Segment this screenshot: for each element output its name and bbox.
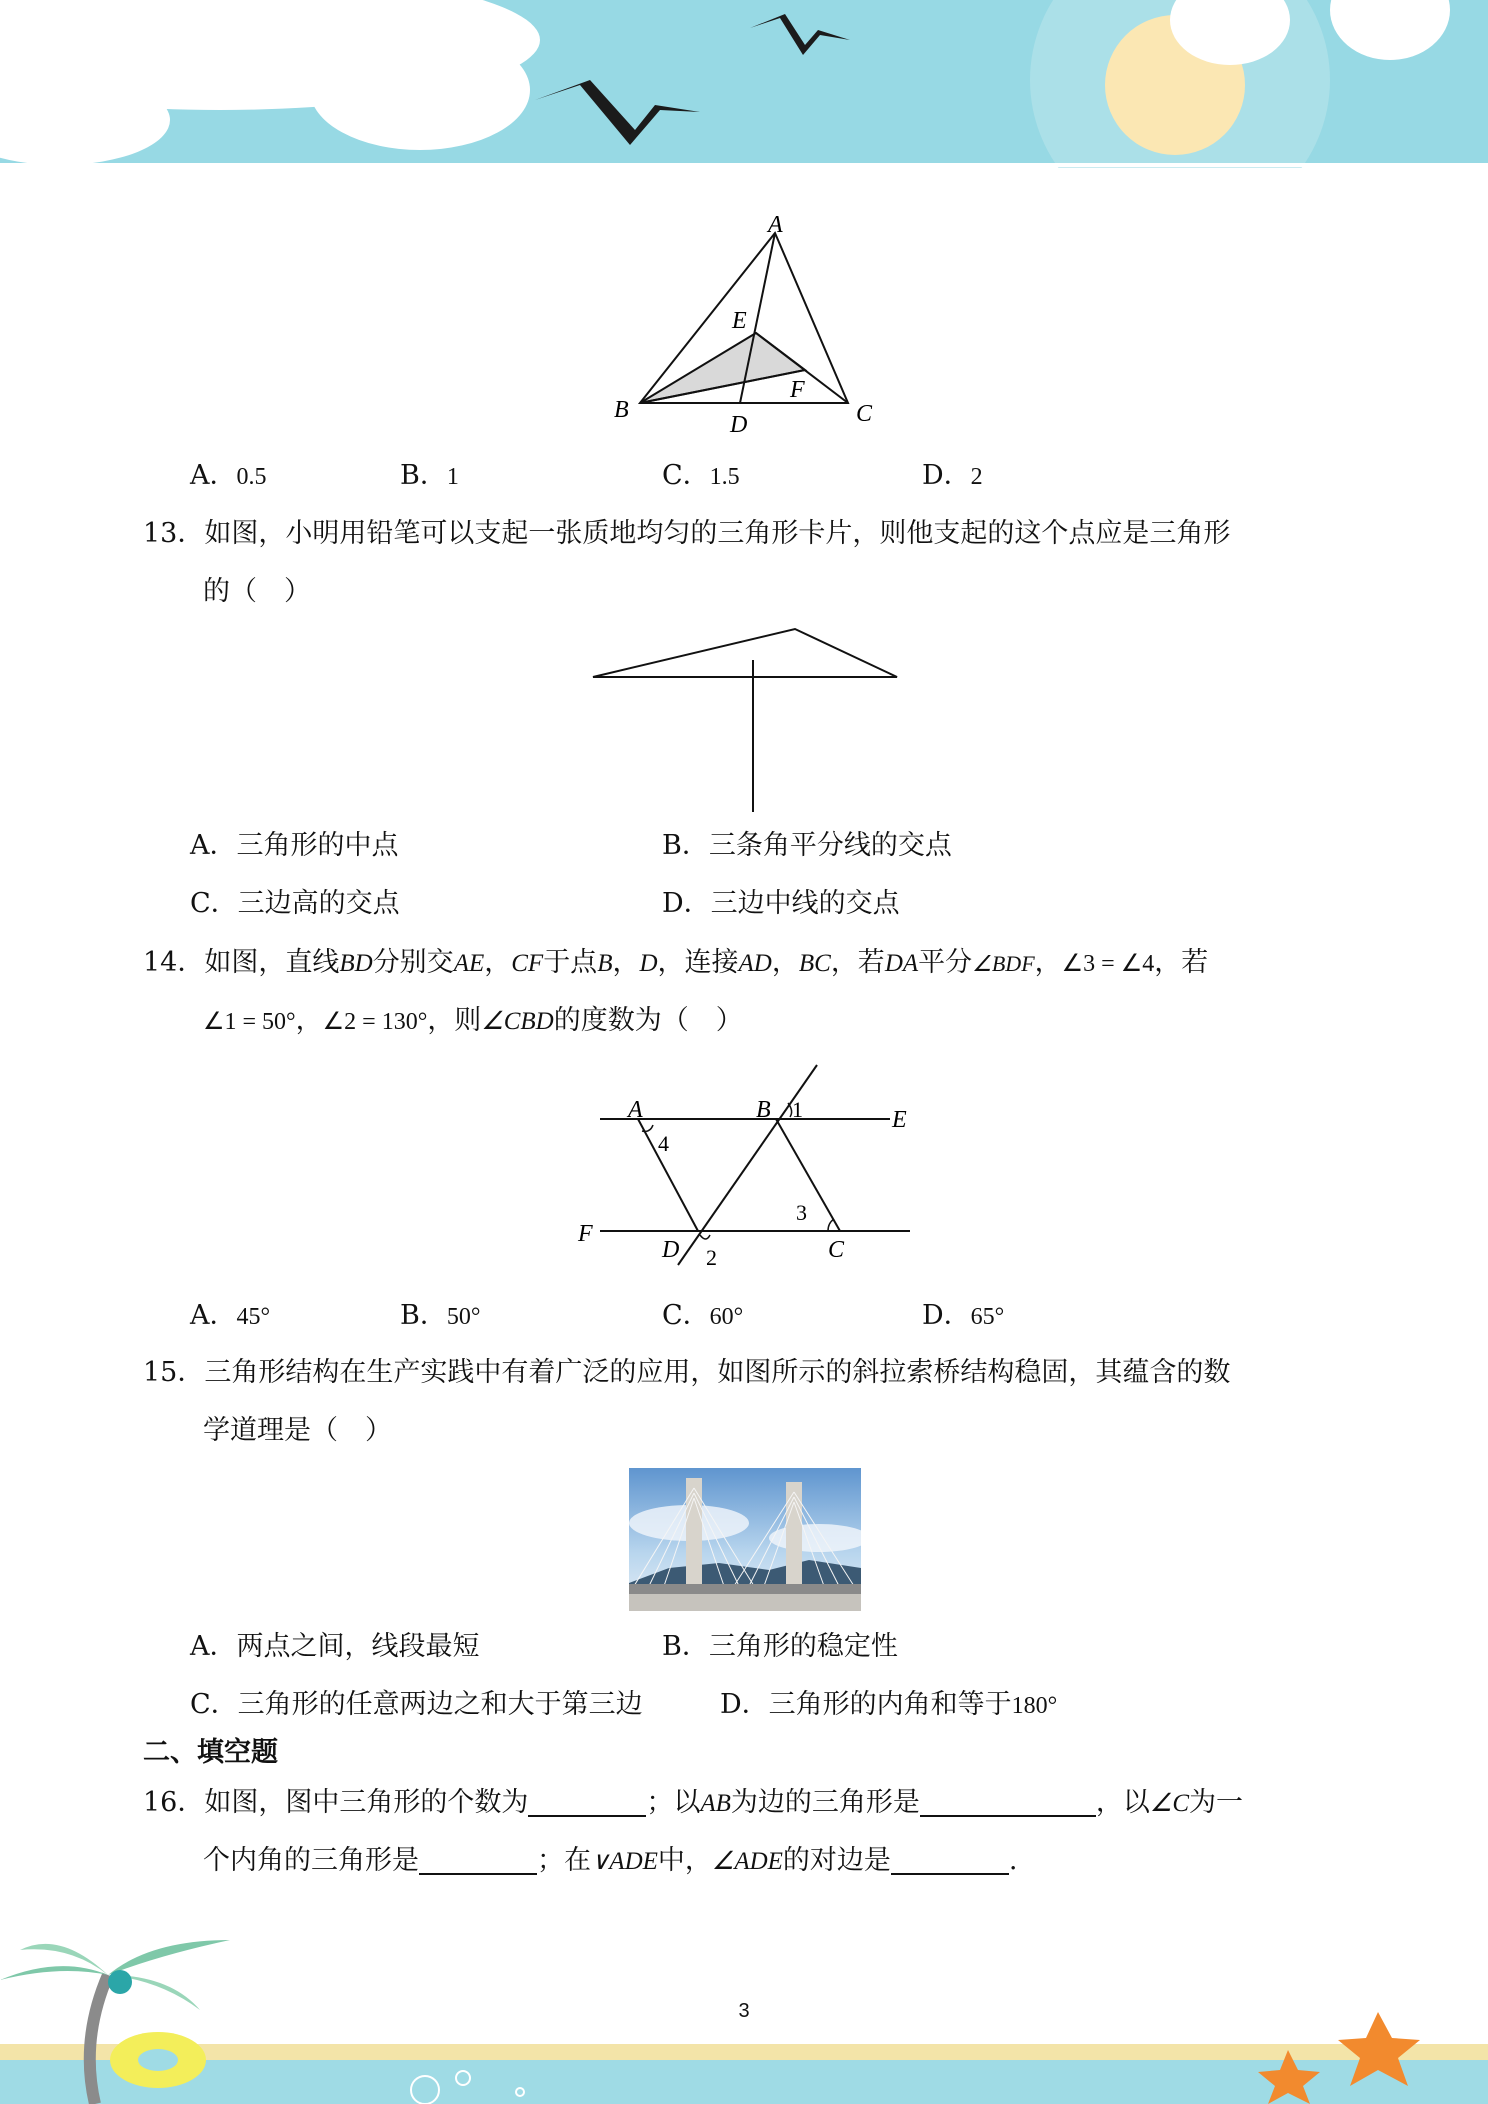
- q13-option-a[interactable]: [190, 826, 399, 866]
- q14-stem-line2: [203, 1001, 743, 1042]
- option-letter: C．: [662, 1300, 710, 1331]
- option-text: 三角形的稳定性: [708, 1631, 898, 1662]
- q12-option-a[interactable]: [190, 456, 267, 497]
- q14-option-d[interactable]: [922, 1296, 1004, 1337]
- question-text: 如图，小明用铅笔可以支起一张质地均匀的三角形卡片，则他支起的这个点应是三角形: [204, 518, 1231, 549]
- answer-blank[interactable]: [920, 1785, 1096, 1817]
- text: ，: [484, 947, 512, 978]
- q14-option-b[interactable]: [400, 1296, 480, 1337]
- q12-option-b[interactable]: [400, 456, 459, 497]
- option-letter: B．: [662, 830, 709, 861]
- label-E: E: [732, 308, 747, 334]
- math: CF: [511, 950, 544, 977]
- q15-option-b[interactable]: [662, 1627, 898, 1667]
- option-letter: D．: [662, 888, 711, 919]
- q12-option-c[interactable]: [662, 456, 740, 497]
- option-letter: C．: [190, 888, 238, 919]
- text: 的对边是: [782, 1845, 891, 1876]
- text: ，若: [1154, 947, 1209, 978]
- question-number: 16．: [143, 1787, 205, 1818]
- math: D: [639, 950, 658, 977]
- text: ，以: [1095, 1787, 1150, 1818]
- text: 中，: [657, 1845, 712, 1876]
- option-letter: A．: [190, 460, 237, 491]
- label-F: F: [578, 1221, 593, 1247]
- option-text: 两点之间，线段最短: [236, 1631, 480, 1662]
- option-text: 三角形的内角和等于: [768, 1689, 1012, 1720]
- text: ；以: [646, 1787, 701, 1818]
- label-C: C: [828, 1237, 845, 1263]
- label-B: B: [756, 1097, 771, 1123]
- q13-figure: [585, 620, 905, 820]
- option-letter: B．: [662, 1631, 709, 1662]
- math: BD: [339, 950, 373, 977]
- math: AB: [700, 1790, 731, 1817]
- text: ，: [295, 1005, 323, 1036]
- q13-option-d[interactable]: [662, 884, 900, 924]
- question-number: 13．: [143, 518, 205, 549]
- math: ∠C: [1149, 1790, 1189, 1817]
- math: DA: [884, 950, 919, 977]
- math: B: [597, 950, 613, 977]
- math: ∨ADE: [591, 1848, 658, 1875]
- label-C: C: [856, 401, 873, 427]
- q14-option-c[interactable]: [662, 1296, 743, 1337]
- q14-figure: [570, 1055, 920, 1275]
- q13-stem-line2: 的（ ）: [203, 576, 311, 607]
- answer-blank[interactable]: [528, 1785, 646, 1817]
- text: 如图，图中三角形的个数为: [204, 1787, 529, 1818]
- label-1: 1: [792, 1097, 803, 1122]
- text: 平分: [918, 947, 973, 978]
- option-letter: A．: [190, 830, 237, 861]
- text: 个内角的三角形是: [203, 1845, 419, 1876]
- option-text: 1: [446, 464, 459, 490]
- math: ∠3 = ∠4: [1061, 951, 1155, 977]
- text: 的度数为（ ）: [553, 1005, 743, 1036]
- text: 于点: [543, 947, 598, 978]
- option-text: 60°: [709, 1304, 744, 1330]
- option-text: 三角形的任意两边之和大于第三边: [237, 1689, 643, 1720]
- option-text: 三条角平分线的交点: [708, 830, 952, 861]
- q16-stem-line1: [143, 1783, 1243, 1824]
- q13-option-b[interactable]: [662, 826, 952, 866]
- option-letter: C．: [662, 460, 710, 491]
- option-text: 1.5: [709, 464, 740, 490]
- q12-figure: [600, 215, 900, 445]
- question-text: 三角形结构在生产实践中有着广泛的应用，如图所示的斜拉索桥结构稳固，其蕴含的数: [204, 1357, 1231, 1388]
- option-letter: A．: [190, 1300, 237, 1331]
- q15-stem-line2: 学道理是（ ）: [203, 1415, 392, 1446]
- option-text: 45°: [236, 1304, 271, 1330]
- option-text: 2: [970, 464, 983, 490]
- text: .: [1008, 1845, 1018, 1876]
- math: AD: [738, 950, 772, 977]
- label-B: B: [614, 397, 629, 423]
- label-D: D: [730, 412, 748, 438]
- option-letter: B．: [400, 460, 447, 491]
- label-3: 3: [796, 1200, 807, 1225]
- option-text: 50°: [446, 1304, 481, 1330]
- page-number: 3: [738, 2000, 750, 2022]
- label-4: 4: [658, 1131, 669, 1156]
- option-text: 0.5: [236, 464, 267, 490]
- text: ，连接: [657, 947, 739, 978]
- answer-blank[interactable]: [891, 1843, 1009, 1875]
- option-letter: D．: [922, 460, 971, 491]
- math: ∠BDF: [972, 951, 1035, 976]
- q15-option-d[interactable]: [720, 1685, 1057, 1726]
- option-letter: D．: [720, 1689, 769, 1720]
- option-text: 三边中线的交点: [710, 888, 900, 919]
- text: 为边的三角形是: [730, 1787, 920, 1818]
- text: ，: [612, 947, 640, 978]
- q12-option-d[interactable]: [922, 456, 983, 497]
- question-number: 14．: [143, 947, 205, 978]
- math: ∠1 = 50°: [203, 1009, 296, 1035]
- math: ∠CBD: [481, 1008, 554, 1035]
- math: BC: [798, 950, 831, 977]
- answer-blank[interactable]: [419, 1843, 537, 1875]
- option-letter: D．: [922, 1300, 971, 1331]
- label-A: A: [768, 215, 783, 238]
- label-E: E: [892, 1107, 907, 1133]
- section-title: 二、填空题: [143, 1737, 278, 1768]
- q15-option-c[interactable]: [190, 1685, 643, 1725]
- text: ，若: [830, 947, 885, 978]
- text: ，: [1034, 947, 1062, 978]
- q14-stem-line1: [143, 943, 1208, 984]
- option-text: 三边高的交点: [237, 888, 400, 919]
- label-D: D: [662, 1237, 680, 1263]
- q15-option-a[interactable]: [190, 1627, 480, 1667]
- text: 分别交: [372, 947, 454, 978]
- footer-banner: [0, 1920, 1488, 2104]
- option-text: 65°: [970, 1304, 1005, 1330]
- math: ∠2 = 130°: [322, 1009, 428, 1035]
- option-text: 三角形的中点: [236, 830, 399, 861]
- label-F: F: [790, 377, 805, 403]
- q15-stem-line1: [143, 1353, 1230, 1393]
- math: AE: [453, 950, 485, 977]
- label-2: 2: [706, 1245, 717, 1270]
- option-text: 180°: [1011, 1693, 1058, 1719]
- text: 如图，直线: [204, 947, 340, 978]
- text: ，则: [427, 1005, 482, 1036]
- math: ∠ADE: [711, 1848, 783, 1875]
- option-letter: B．: [400, 1300, 447, 1331]
- q14-option-a[interactable]: [190, 1296, 270, 1337]
- option-letter: C．: [190, 1689, 238, 1720]
- q13-stem-line1: [143, 514, 1230, 554]
- label-A: A: [628, 1097, 643, 1123]
- q16-stem-line2: [203, 1841, 1018, 1882]
- header-banner: [0, 0, 1488, 168]
- q13-option-c[interactable]: [190, 884, 400, 924]
- option-letter: A．: [190, 1631, 237, 1662]
- text: ，: [771, 947, 799, 978]
- question-number: 15．: [143, 1357, 205, 1388]
- q15-bridge-photo: [629, 1468, 861, 1611]
- text: 为一: [1189, 1787, 1243, 1818]
- text: ；在: [537, 1845, 591, 1876]
